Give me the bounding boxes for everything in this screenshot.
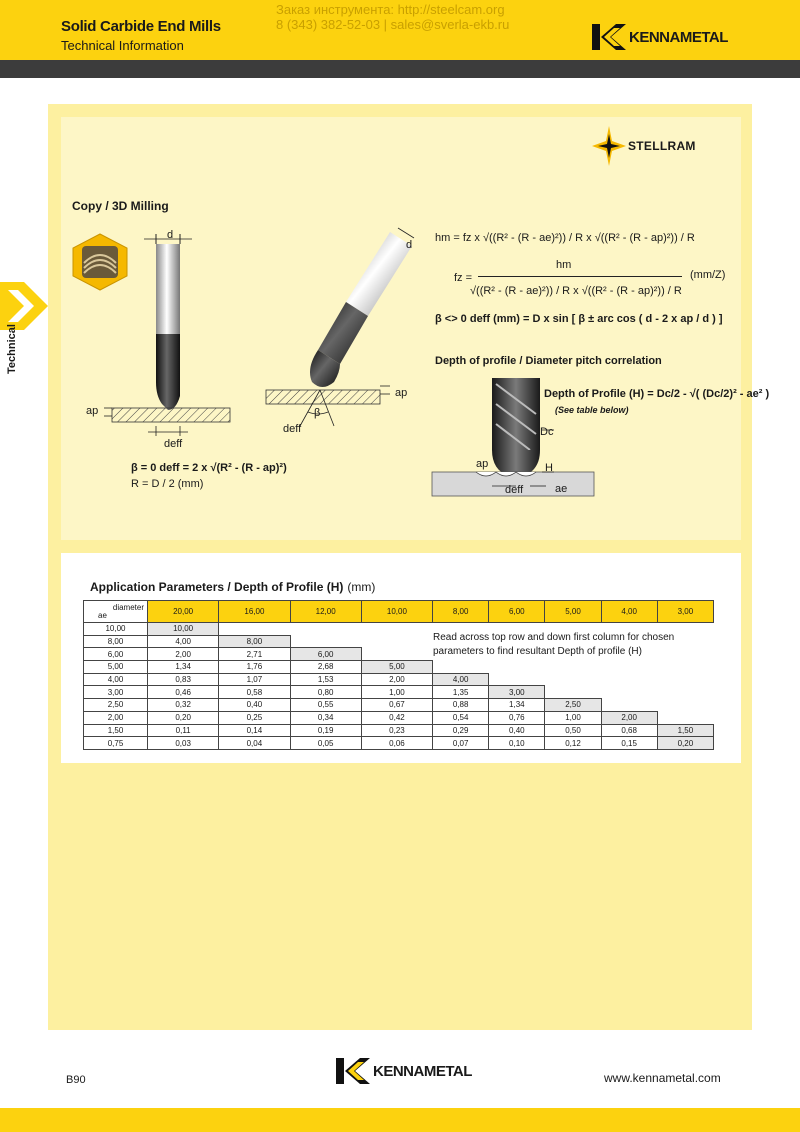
table-cell: 1,07 — [219, 673, 290, 686]
formula-fz-lhs: fz = — [454, 272, 473, 284]
table-cell: 0,67 — [361, 699, 432, 712]
table-cell: 0,25 — [219, 711, 290, 724]
table-empty-cell — [361, 648, 432, 661]
kennametal-logo — [592, 24, 728, 50]
table-cell: 2,50 — [545, 699, 601, 712]
table-cell: 0,29 — [433, 724, 489, 737]
table-row — [84, 699, 714, 712]
table-unit: (mm) — [347, 580, 376, 594]
table-empty-cell — [433, 661, 489, 674]
table-empty-cell — [545, 661, 601, 674]
table-title — [90, 580, 375, 594]
col-header: 6,00 — [489, 601, 545, 623]
table-row — [84, 711, 714, 724]
formula-fz-numerator: hm — [556, 259, 572, 271]
table-cell: 2,00 — [148, 648, 219, 661]
formula-hm: hm = fz x √((R² - (R - ae)²)) / R x √((R² - (R - ap)²)) / R — [435, 232, 695, 244]
side-tab-label: Technical — [6, 324, 18, 374]
table-cell: 8,00 — [219, 635, 290, 648]
star-icon — [592, 126, 626, 166]
table-header-row — [84, 601, 714, 623]
table-cell: 0,11 — [148, 724, 219, 737]
table-cell: 0,50 — [545, 724, 601, 737]
table-title-text: Application Parameters / Depth of Profile (H) — [90, 580, 344, 594]
row-header-ae: 3,00 — [84, 686, 148, 699]
row-header-ae: 6,00 — [84, 648, 148, 661]
stellram-wordmark: STELLRAM — [628, 139, 696, 153]
label-deff-depth: deff — [505, 484, 524, 496]
table-empty-cell — [545, 686, 601, 699]
table-cell: 1,00 — [545, 711, 601, 724]
col-header: 4,00 — [601, 601, 657, 623]
table-cell: 0,05 — [290, 737, 361, 750]
label-ap: ap — [86, 405, 99, 417]
row-header-ae: 4,00 — [84, 673, 148, 686]
row-header-ae: 0,75 — [84, 737, 148, 750]
table-cell: 10,00 — [148, 623, 219, 636]
table-empty-cell — [657, 699, 713, 712]
table-cell: 0,10 — [489, 737, 545, 750]
table-row — [84, 686, 714, 699]
formula-radius: R = D / 2 (mm) — [131, 478, 204, 490]
page-title: Solid Carbide End Mills — [61, 18, 221, 35]
table-cell: 0,88 — [433, 699, 489, 712]
table-cell: 1,34 — [148, 661, 219, 674]
order-link[interactable]: Заказ инструмента: http://steelcam.org — [276, 2, 505, 17]
table-cell: 1,35 — [433, 686, 489, 699]
table-note: Read across top row and down first column for chosen parameters to find resultant Depth of profile (H) — [433, 632, 675, 657]
table-cell: 0,06 — [361, 737, 432, 750]
table-empty-cell — [601, 661, 657, 674]
table-empty-cell — [219, 623, 290, 636]
table-cell: 3,00 — [489, 686, 545, 699]
table-cell: 1,00 — [361, 686, 432, 699]
table-empty-cell — [601, 673, 657, 686]
table-cell: 5,00 — [361, 661, 432, 674]
table-cell: 1,50 — [657, 724, 713, 737]
table-cell: 0,80 — [290, 686, 361, 699]
label-ae: ae — [555, 483, 568, 495]
table-cell: 0,03 — [148, 737, 219, 750]
table-cell: 4,00 — [148, 635, 219, 648]
section-title: Copy / 3D Milling — [72, 199, 169, 213]
corner-ae-label: ae — [98, 611, 107, 620]
table-empty-cell — [657, 686, 713, 699]
kennametal-k-icon — [592, 24, 626, 50]
depth-table — [83, 600, 714, 750]
row-header-ae: 5,00 — [84, 661, 148, 674]
table-cell: 2,71 — [219, 648, 290, 661]
stellram-logo — [592, 126, 696, 166]
table-cell: 2,68 — [290, 661, 361, 674]
depth-heading: Depth of profile / Diameter pitch correlation — [435, 355, 662, 367]
label-ap-depth: ap — [476, 458, 489, 470]
table-cell: 0,40 — [219, 699, 290, 712]
col-header: 3,00 — [657, 601, 713, 623]
row-header-ae: 1,50 — [84, 724, 148, 737]
footer-bar — [0, 1108, 800, 1132]
row-header-ae: 2,50 — [84, 699, 148, 712]
header-stripe — [0, 60, 800, 78]
page-subtitle: Technical Information — [61, 38, 184, 53]
page-number: B90 — [66, 1074, 86, 1086]
table-cell: 2,00 — [361, 673, 432, 686]
corner-diameter-label: diameter — [112, 603, 144, 612]
table-empty-cell — [657, 711, 713, 724]
table-row — [84, 724, 714, 737]
table-cell: 0,83 — [148, 673, 219, 686]
formula-beta-nonzero: β <> 0 deff (mm) = D x sin [ β ± arc cos ( d - 2 x ap / d ) ] — [435, 313, 723, 325]
table-cell: 0,76 — [489, 711, 545, 724]
table-row — [84, 737, 714, 750]
table-cell: 0,23 — [361, 724, 432, 737]
col-header: 5,00 — [545, 601, 601, 623]
table-empty-cell — [657, 661, 713, 674]
label-d: d — [167, 229, 174, 241]
table-row — [84, 661, 714, 674]
table-corner-cell — [84, 601, 148, 623]
table-cell: 0,68 — [601, 724, 657, 737]
table-empty-cell — [361, 635, 432, 648]
col-header: 12,00 — [290, 601, 361, 623]
formula-fz-unit: (mm/Z) — [690, 269, 726, 281]
table-cell: 0,15 — [601, 737, 657, 750]
kennametal-k-icon — [336, 1058, 370, 1084]
chevron-right-icon — [0, 282, 48, 330]
col-header: 16,00 — [219, 601, 290, 623]
table-cell: 2,00 — [601, 711, 657, 724]
contact-info[interactable]: 8 (343) 382-52-03 | sales@sverla-ekb.ru — [276, 17, 510, 32]
table-cell: 0,20 — [657, 737, 713, 750]
table-empty-cell — [290, 623, 361, 636]
table-cell: 1,53 — [290, 673, 361, 686]
table-empty-cell — [657, 673, 713, 686]
table-row — [84, 673, 714, 686]
col-header: 20,00 — [148, 601, 219, 623]
table-cell: 6,00 — [290, 648, 361, 661]
table-cell: 0,04 — [219, 737, 290, 750]
col-header: 10,00 — [361, 601, 432, 623]
vertical-cutter-diagram — [84, 226, 234, 456]
label-h: H — [545, 462, 553, 474]
tilted-cutter-diagram — [260, 226, 420, 446]
table-empty-cell — [545, 673, 601, 686]
table-empty-cell — [489, 661, 545, 674]
footer-logo — [336, 1058, 472, 1084]
table-empty-cell — [361, 623, 432, 636]
table-empty-cell — [601, 699, 657, 712]
footer-url[interactable]: www.kennametal.com — [604, 1071, 721, 1085]
row-header-ae: 8,00 — [84, 635, 148, 648]
table-cell: 0,32 — [148, 699, 219, 712]
table-cell: 0,54 — [433, 711, 489, 724]
formula-fz-denominator: √((R² - (R - ae)²)) / R x √((R² - (R - ap)²)) / R — [470, 285, 682, 297]
table-cell: 0,20 — [148, 711, 219, 724]
formula-beta-zero: β = 0 deff = 2 x √(R² - (R - ap)²) — [131, 462, 287, 474]
label-d-tilted: d — [406, 239, 413, 251]
label-deff: deff — [164, 438, 183, 450]
table-cell: 0,07 — [433, 737, 489, 750]
col-header: 8,00 — [433, 601, 489, 623]
table-cell: 0,58 — [219, 686, 290, 699]
label-beta: β — [314, 407, 321, 419]
label-dc: Dc — [540, 426, 554, 438]
table-empty-cell — [290, 635, 361, 648]
table-cell: 1,34 — [489, 699, 545, 712]
table-cell: 0,55 — [290, 699, 361, 712]
table-cell: 0,12 — [545, 737, 601, 750]
row-header-ae: 2,00 — [84, 711, 148, 724]
table-cell: 0,40 — [489, 724, 545, 737]
table-empty-cell — [601, 686, 657, 699]
table-cell: 0,14 — [219, 724, 290, 737]
label-deff-tilted: deff — [283, 423, 302, 435]
depth-formula: Depth of Profile (H) = Dc/2 - √( (Dc/2)² - ae² ) — [544, 388, 770, 400]
footer-wordmark: KENNAMETAL — [373, 1062, 472, 1080]
fraction-bar — [478, 276, 682, 277]
kennametal-wordmark: KENNAMETAL — [629, 28, 728, 46]
table-cell: 0,19 — [290, 724, 361, 737]
table-cell: 0,46 — [148, 686, 219, 699]
table-cell: 1,76 — [219, 661, 290, 674]
table-cell: 4,00 — [433, 673, 489, 686]
depth-note: (See table below) — [555, 405, 629, 415]
table-empty-cell — [489, 673, 545, 686]
label-ap-tilted: ap — [395, 387, 408, 399]
table-cell: 0,42 — [361, 711, 432, 724]
row-header-ae: 10,00 — [84, 623, 148, 636]
table-cell: 0,34 — [290, 711, 361, 724]
